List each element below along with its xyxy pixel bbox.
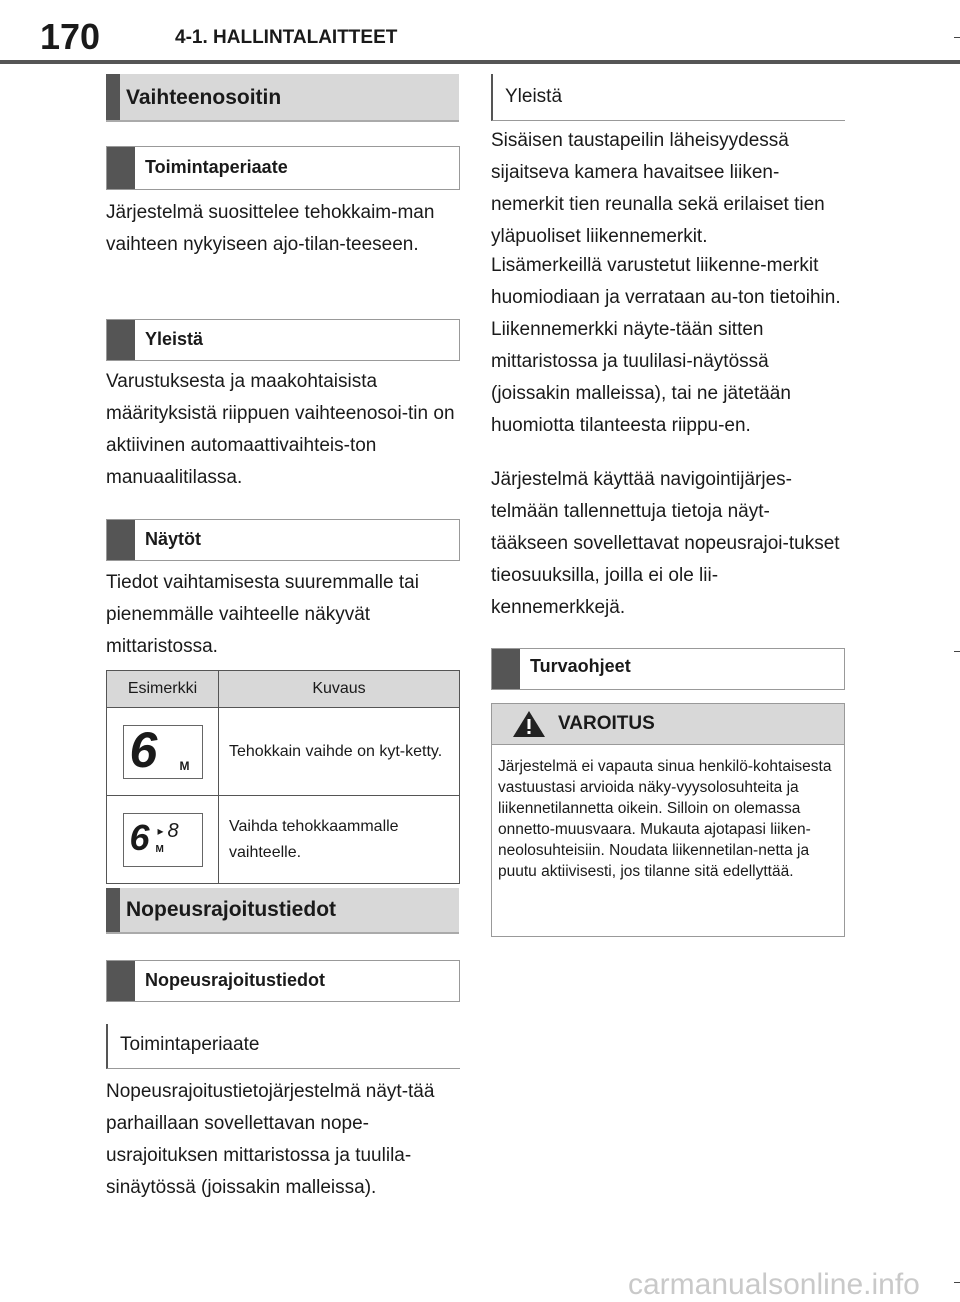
section-heading-nopeusrajoitustiedot: Nopeusrajoitustiedot [106,888,459,934]
subheading-nopeusrajoitustiedot: Nopeusrajoitustiedot [106,960,460,1002]
table-cell-description: Vaihda tehokkaammalle vaihteelle. [219,796,460,884]
crop-mark [954,37,960,38]
gear-6-manual-icon: 6 M [123,725,203,779]
table-row [107,708,460,796]
chapter-title: 4-1. HALLINTALAITTEET [175,27,398,48]
paragraph-kamera: Sisäisen taustapeilin läheisyydessä sijaitseva kamera havaitsee liiken-nemerkit tien reunalla sekä erilaiset tien yläpuoliset liikennemerkit. [491,130,825,247]
gear-display-shift-up [107,796,219,884]
warning-header [492,704,844,745]
warning-text: Järjestelmä ei vapauta sinua henkilö-kohtaisesta vastuustasi arvioida näky-vyysolosuhteita ja liikennetilannetta oikein. Silloin on olemassa onnetto-muusvaara. Mukauta ajotapasi liiken-neolosuhteisiin. Noudata liikennetilan-netta ja puutu aktiivisesti, jos tilanne sitä edellyttää. [498,758,832,880]
watermark: carmanualsonline.info [628,1268,920,1301]
gear-shift-up-icon: 6 ▸ 8 M [123,813,203,867]
paragraph-lisamerkit: Lisämerkeillä varustetut liikenne-merkit huomiodiaan ja verrataan au-ton tietoihin. Liikennemerkki näyte-tään sitten mittaristossa ja tuulilasi-näytössä (joissakin malleissa), tai ne jätetään huomiotta tilanteesta riippu-en. [491,255,841,436]
header-rule [0,60,960,64]
warning-title: VAROITUS [558,713,655,734]
paragraph-navigointi: Järjestelmä käyttää navigointijärjes-telmään tallennettuja tietoja näyt-tääkseen sovellettavat nopeusrajoi-tukset tieosuuksilla, joilla ei ole lii-kennemerkkejä. [491,469,840,618]
subheading-naytot: Näytöt [106,519,460,561]
gear-display-6m [107,708,219,796]
warning-box [491,703,845,937]
table-header-esimerkki: Esimerkki [107,671,219,708]
subheading-turvaohjeet: Turvaohjeet [491,648,845,690]
crop-mark [954,1282,960,1283]
paragraph-toimintaperiaate: Järjestelmä suosittelee tehokkaim-man vaihteen nykyiseen ajo-tilan-teeseen. [106,202,435,255]
warning-triangle-icon [512,710,546,743]
paragraph-naytot: Tiedot vaihtamisesta suuremmalle tai pienemmälle vaihteelle näkyvät mittaristossa. [106,572,419,657]
page-number: 170 [40,16,101,57]
table-row [107,796,460,884]
section-heading-vaihteenosoitin: Vaihteenosoitin [106,74,459,122]
crop-mark [954,651,960,652]
paragraph-yleista: Varustuksesta ja maakohtaisista määrityksistä riippuen vaihteenosoi-tin on aktiivinen automaattivaihteis-ton manuaalitilassa. [106,371,455,488]
subheading-toimintaperiaate: Toimintaperiaate [106,146,460,190]
paragraph-nopeusrajoitus: Nopeusrajoitustietojärjestelmä näyt-tää parhaillaan sovellettavan nope-usrajoituksen mittaristossa ja tuulila-sinäytössä (joissakin malleissa). [106,1081,435,1198]
subheading-yleista-right: Yleistä [491,74,845,121]
subheading-yleista: Yleistä [106,319,460,361]
table-header-kuvaus: Kuvaus [219,671,460,708]
example-table [106,670,460,884]
subheading-toimintaperiaate-2: Toimintaperiaate [106,1024,460,1069]
table-cell-description: Tehokkain vaihde on kyt-ketty. [219,708,460,796]
